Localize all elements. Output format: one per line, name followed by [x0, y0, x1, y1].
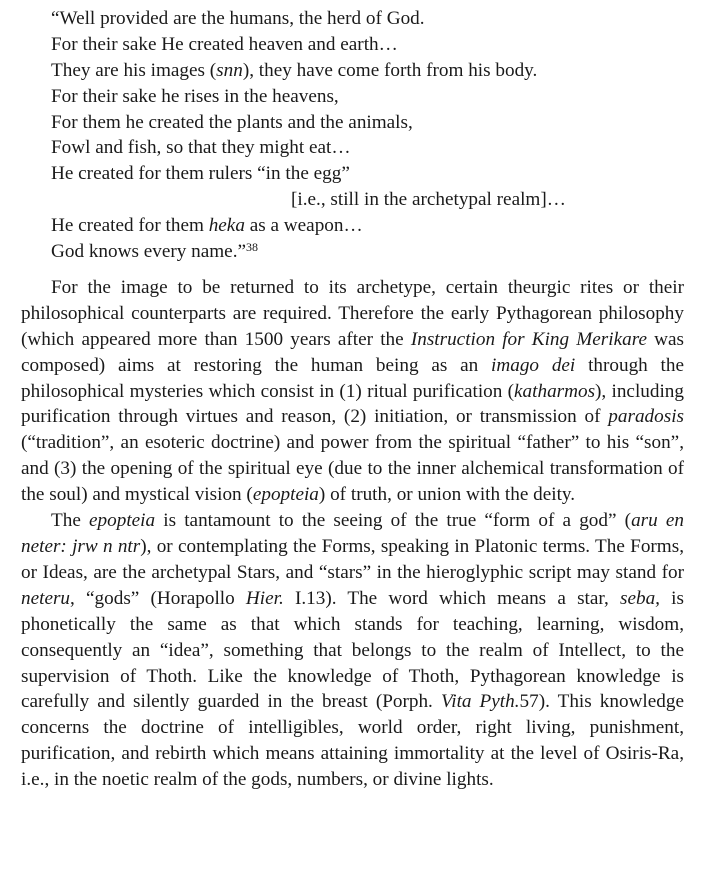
quote-line: “Well provided are the humans, the herd of God.	[51, 8, 425, 29]
quote-line: They are his images (snn), they have come forth from his body.	[51, 59, 538, 81]
quote-line: For their sake he rises in the heavens,	[51, 85, 339, 107]
body-paragraph: For the image to be returned to its archetype, certain theurgic rites or their philosophical counterparts are required. Therefore the early Pythagorean philosophy (which appeared more than 1500 years after the Instruction for King Merikare was composed) aims at restoring the human being as an imago dei through the philosophical mysteries which consist in (1) ritual purification (katharmos), including purification through virtues and reason, (2) initiation, or transmission of paradosis (“tradition”, an esoteric doctrine) and power from the spiritual “father” to his “son”, and (3) the opening of the spiritual eye (due to the inner alchemical transformation of the soul) and mystical vision (epopteia) of truth, or union with the deity.	[21, 276, 685, 506]
quote-line: Fowl and fish, so that they might eat…	[51, 137, 351, 159]
quote-line: He created for them heka as a weapon…	[51, 215, 363, 237]
quote-line: God knows every name.”$^{38}$	[51, 240, 259, 263]
block-quote	[21, 6, 684, 265]
quote-line-gloss: [i.e., still in the archetypal realm]…	[291, 189, 566, 211]
body-paragraph: The epopteia is tantamount to the seeing of the true “form of a god” (aru en neter: jrw n ntr), or contemplating the Forms, speaking in Platonic terms. The Forms, or Ideas, are the archetypal Stars, and “stars” in the hieroglyphic script may stand for neteru, “gods” (Horapollo Hier. I.13). The word which means a star, seba, is phonetically the same as that which stands for teaching, learning, wisdom, consequently an “idea”, something that belongs to the realm of Intellect, to the supervision of Thoth. Like the knowledge of Thoth, Pythagorean knowledge is carefully and silently guarded in the breast (Porph. Vita Pyth.57). This knowledge concerns the doctrine of intelligibles, world order, right living, punishment, purification, and rebirth which means attaining immortality at the level of Osiris-Ra, i.e., in the noetic realm of the gods, numbers, or divine lights.	[21, 510, 685, 791]
quote-line: For their sake He created heaven and earth…	[51, 33, 398, 55]
quote-line: For them he created the plants and the animals,	[51, 111, 413, 133]
quote-line: He created for them rulers “in the egg”	[51, 163, 350, 185]
